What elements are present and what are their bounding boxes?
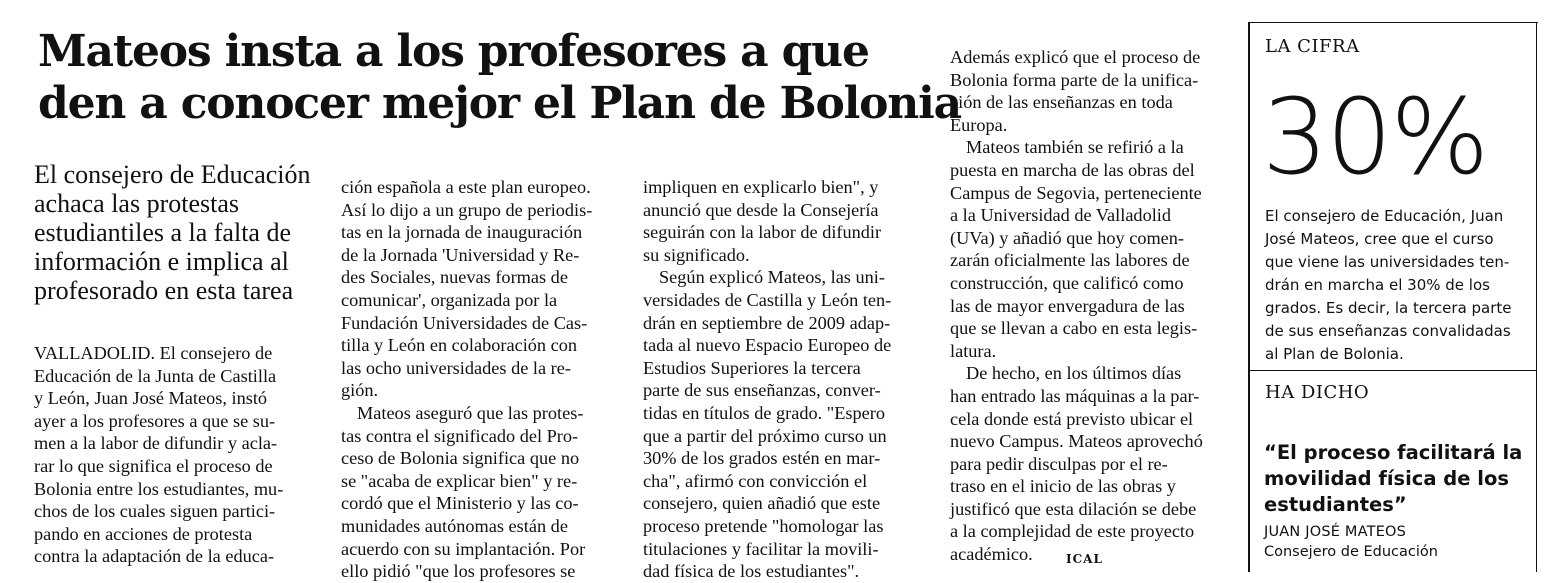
article-line: que se llevan a cabo en esta legis- — [950, 318, 1198, 339]
article-line: (UVa) y añadió que hoy comen- — [950, 227, 1185, 248]
article-line: Según explicó Mateos, las uni- — [659, 267, 885, 288]
cifra-text-line: de sus enseñanzas convalidadas — [1265, 322, 1511, 340]
article-line: Educación de la Junta de Castilla — [34, 365, 277, 386]
article-line: ción de las enseñanzas en toda — [950, 92, 1173, 113]
subheadline-line: información e implica al — [34, 247, 289, 276]
cifra-text-line: José Mateos, cree que el curso — [1265, 230, 1494, 248]
article-line: gión. — [341, 380, 379, 401]
article-line: que a partir del próximo curso un — [643, 425, 887, 446]
article-line: las ocho universidades de la re- — [341, 357, 571, 378]
quote-line: estudiantes” — [1264, 493, 1407, 516]
article-line: proceso pretende "homologar las — [643, 515, 884, 536]
dicho-title: HA DICHO — [1265, 382, 1370, 403]
article-line: se "acaba de explicar bien" y re- — [341, 470, 578, 491]
article-line: 30% de los grados estén en mar- — [643, 448, 881, 469]
article-line: Así lo dijo a un grupo de periodis- — [341, 199, 593, 220]
article-line: tidas en títulos de grado. "Espero — [643, 402, 886, 423]
article-line: para pedir disculpas por el re- — [950, 453, 1168, 474]
article-line: drán en septiembre de 2009 adap- — [643, 312, 891, 333]
article-line: munidades autónomas están de — [341, 515, 568, 536]
article-paragraph — [643, 266, 932, 582]
article-column-1 — [34, 342, 316, 568]
article-line: ceso de Bolonia significa que no — [341, 448, 580, 469]
article-line: de la Jornada 'Universidad y Re- — [341, 244, 580, 265]
quote-role: Consejero de Educación — [1264, 544, 1438, 560]
article-line: académico. — [950, 544, 1033, 565]
cifra-text-line: drán en marcha el 30% de los — [1265, 276, 1490, 294]
article-line: acuerdo con su implantación. Por — [341, 538, 586, 559]
article-paragraph — [950, 136, 1234, 362]
article-line: a la Universidad de Valladolid — [950, 205, 1172, 226]
subheadline-line: El consejero de Educación — [34, 160, 311, 189]
article-line: Fundación Universidades de Cas- — [341, 312, 588, 333]
headline-line: den a conocer mejor el Plan de Bolonia — [38, 78, 961, 129]
article-line: su significado. — [643, 244, 750, 265]
article-line: des Sociales, nuevas formas de — [341, 267, 568, 288]
article-line: titulaciones y facilitar la movili- — [643, 538, 879, 559]
article-line: chos de los cuales siguen partici- — [34, 501, 276, 522]
article-line: Además explicó que el proceso de — [950, 47, 1201, 67]
article-line: Estudios Superiores la tercera — [643, 357, 861, 378]
article-line: tas contra el significado del Pro- — [341, 425, 579, 446]
article-line: contra la adaptación de la educa- — [34, 546, 275, 567]
article-line: consejero, quien añadió que este — [643, 493, 881, 514]
article-line: tada al nuevo Espacio Europeo de — [643, 335, 892, 356]
article-paragraph — [341, 176, 627, 402]
article-line: ción española a este plan europeo. — [341, 177, 591, 197]
quote-line: movilidad física de los — [1264, 467, 1509, 490]
article-line: men a la labor de difundir y acla- — [34, 433, 278, 454]
agency-credit: ICAL — [1066, 552, 1103, 566]
article-line: tilla y León en colaboración con — [341, 335, 578, 356]
article-line: justificó que esta dilación se debe — [950, 498, 1197, 519]
article-paragraph — [950, 46, 1234, 136]
article-line: ayer a los profesores a que se su- — [34, 410, 276, 431]
article-column-3 — [643, 176, 932, 583]
sidebar-top-border — [1248, 22, 1538, 23]
article-line: Bolonia entre los estudiantes, mu- — [34, 478, 284, 499]
article-line: Bolonia forma parte de la unifica- — [950, 69, 1199, 90]
cifra-text — [1265, 205, 1530, 366]
quote-author: JUAN JOSÉ MATEOS — [1264, 524, 1407, 540]
article-line: ello pidió "que los profesores se — [341, 561, 576, 582]
subheadline-line: achaca las protestas — [34, 189, 240, 218]
article-line: construcción, que calificó como — [950, 272, 1184, 293]
headline-line: Mateos insta a los profesores a que — [38, 26, 869, 77]
cifra-text-line: El consejero de Educación, Juan — [1265, 207, 1504, 225]
article-line: cela donde está previsto ubicar el — [950, 408, 1194, 429]
cifra-value: 30% — [1262, 76, 1488, 198]
article-line: Campus de Segovia, perteneciente — [950, 182, 1202, 203]
cifra-text-line: al Plan de Bolonia. — [1265, 345, 1404, 363]
article-line: parte de sus enseñanzas, conver- — [643, 380, 881, 401]
pull-quote — [1264, 440, 1534, 518]
sidebar-right-border — [1536, 22, 1537, 572]
article-line: latura. — [950, 340, 997, 361]
article-line: traso en el inicio de las obras y — [950, 476, 1176, 497]
subheadline-line: estudiantiles a la falta de — [34, 218, 292, 247]
cifra-text-line: que viene las universidades ten- — [1265, 253, 1510, 271]
article-line: anunció que desde la Consejería — [643, 199, 879, 220]
article-paragraph — [34, 342, 316, 568]
article-line: VALLADOLID. El consejero de — [34, 343, 273, 363]
article-column-2 — [341, 176, 627, 583]
article-line: Mateos aseguró que las protes- — [357, 402, 584, 423]
cifra-title: LA CIFRA — [1265, 36, 1360, 57]
subheadline — [34, 160, 324, 305]
article-line: zarán oficialmente las labores de — [950, 250, 1190, 271]
article-line: versidades de Castilla y León ten- — [643, 289, 892, 310]
article-line: han entrado las máquinas a la par- — [950, 385, 1200, 406]
article-paragraph — [341, 402, 627, 583]
article-line: las de mayor envergadura de las — [950, 295, 1185, 316]
article-line: y León, Juan José Mateos, instó — [34, 388, 268, 409]
subheadline-line: profesorado en esta tarea — [34, 276, 294, 305]
article-line: a la complejidad de este proyecto — [950, 521, 1195, 542]
headline — [38, 26, 961, 130]
sidebar-section-divider — [1250, 370, 1537, 371]
article-paragraph — [950, 362, 1234, 565]
cifra-text-line: grados. Es decir, la tercera parte — [1265, 299, 1512, 317]
quote-line: “El proceso facilitará la — [1264, 441, 1523, 464]
article-line: impliquen en explicarlo bien", y — [643, 177, 879, 197]
article-line: nuevo Campus. Mateos aprovechó — [950, 431, 1203, 452]
article-column-4 — [950, 46, 1234, 566]
article-line: dad física de los estudiantes". — [643, 561, 860, 582]
article-line: cordó que el Ministerio y las co- — [341, 493, 579, 514]
article-line: puesta en marcha de las obras del — [950, 159, 1195, 180]
article-line: cha", afirmó con convicción el — [643, 470, 868, 491]
article-paragraph — [643, 176, 932, 266]
article-line: seguirán con la labor de difundir — [643, 222, 882, 243]
article-line: rar lo que significa el proceso de — [34, 455, 273, 476]
article-line: tas en la jornada de inauguración — [341, 222, 583, 243]
sidebar-divider — [1248, 22, 1250, 572]
article-line: comunicar', organizada por la — [341, 289, 558, 310]
article-line: De hecho, en los últimos días — [966, 363, 1182, 384]
article-line: Mateos también se refirió a la — [966, 137, 1184, 158]
article-line: Europa. — [950, 114, 1008, 135]
article-line: pando en acciones de protesta — [34, 523, 253, 544]
